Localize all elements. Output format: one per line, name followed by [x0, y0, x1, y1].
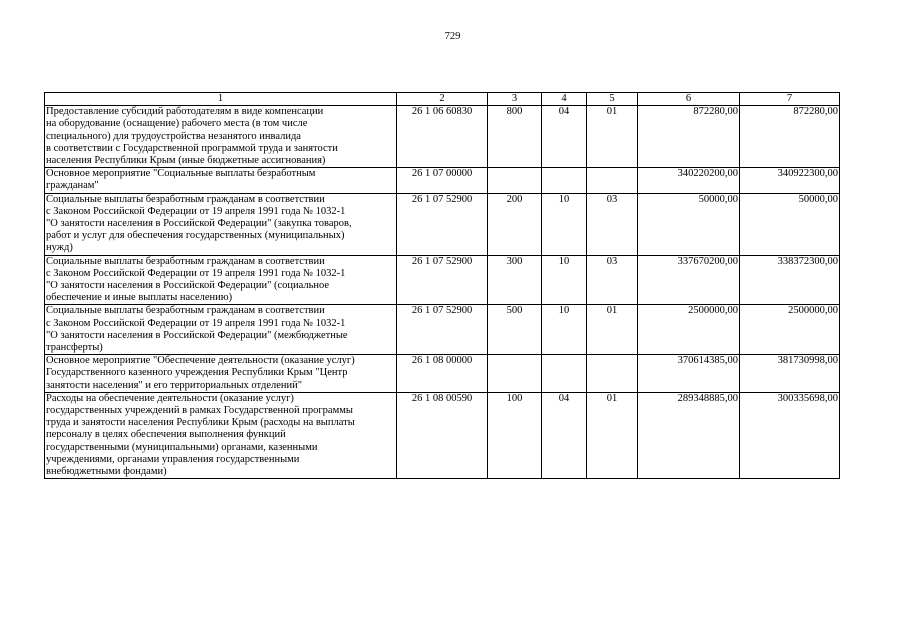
row-name-line: населения Республики Крым (иные бюджетные ассигнования): [46, 155, 326, 167]
row-name-line: Расходы на обеспечение деятельности (оказание услуг): [46, 392, 294, 404]
row-amount-year-1: 370614385,00: [638, 355, 740, 393]
row-code: 26 1 08 00590: [397, 392, 488, 478]
row-expense-type: 200: [488, 193, 542, 255]
row-name: [45, 168, 397, 193]
row-amount-year-2: 2500000,00: [740, 305, 840, 355]
row-amount-year-1: 872280,00: [638, 106, 740, 168]
row-amount-year-1: 50000,00: [638, 193, 740, 255]
row-name-line: обеспечение и иные выплаты населению): [46, 292, 233, 304]
row-code: 26 1 07 52900: [397, 255, 488, 305]
row-name-line: на оборудование (оснащение) рабочего места (в том числе: [46, 118, 308, 130]
header-col-3: 3: [488, 93, 542, 106]
row-amount-year-2: 381730998,00: [740, 355, 840, 393]
row-amount-year-1: 340220200,00: [638, 168, 740, 193]
row-name-line: в соответствии с Государственной программой труда и занятости: [46, 142, 338, 154]
row-code: 26 1 07 52900: [397, 193, 488, 255]
row-code: 26 1 07 00000: [397, 168, 488, 193]
row-amount-year-2: 300335698,00: [740, 392, 840, 478]
row-name-line: государственными (муниципальными) органами, казенными: [46, 441, 318, 453]
row-subsection: [587, 355, 638, 393]
row-name-line: государственных учреждений в рамках Государственной программы: [46, 405, 353, 417]
row-code: 26 1 08 00000: [397, 355, 488, 393]
row-amount-year-2: 338372300,00: [740, 255, 840, 305]
row-code: 26 1 06 60830: [397, 106, 488, 168]
table-row: [45, 255, 840, 305]
row-section: 10: [542, 305, 587, 355]
row-section: 04: [542, 392, 587, 478]
row-amount-year-2: 872280,00: [740, 106, 840, 168]
row-amount-year-2: 50000,00: [740, 193, 840, 255]
header-row: [45, 93, 840, 106]
row-subsection: 01: [587, 106, 638, 168]
row-name: [45, 255, 397, 305]
row-amount-year-2: 340922300,00: [740, 168, 840, 193]
row-subsection: 01: [587, 305, 638, 355]
row-name-line: Социальные выплаты безработным гражданам в соответствии: [46, 255, 325, 267]
row-expense-type: [488, 168, 542, 193]
header-col-1: 1: [45, 93, 397, 106]
row-name-line: Социальные выплаты безработным гражданам в соответствии: [46, 193, 325, 205]
row-expense-type: 100: [488, 392, 542, 478]
header-col-7: 7: [740, 93, 840, 106]
row-name-line: с Законом Российской Федерации от 19 апреля 1991 года № 1032-1: [46, 205, 346, 217]
table-row: [45, 305, 840, 355]
row-amount-year-1: 337670200,00: [638, 255, 740, 305]
row-name-line: труда и занятости населения Республики Крым (расходы на выплаты: [46, 417, 355, 429]
row-amount-year-1: 289348885,00: [638, 392, 740, 478]
header-col-4: 4: [542, 93, 587, 106]
budget-table: [44, 92, 840, 479]
row-section: 10: [542, 255, 587, 305]
row-name-line: занятости населения" и его территориальных отделений": [46, 379, 303, 391]
row-code: 26 1 07 52900: [397, 305, 488, 355]
row-expense-type: [488, 355, 542, 393]
row-name-line: "О занятости населения в Российской Федерации" (межбюджетные: [46, 329, 348, 341]
row-section: [542, 168, 587, 193]
row-name: [45, 106, 397, 168]
row-name-line: внебюджетными фондами): [46, 466, 167, 478]
row-name-line: гражданам": [46, 180, 99, 192]
row-name-line: "О занятости населения в Российской Федерации" (социальное: [46, 280, 330, 292]
row-name-line: Социальные выплаты безработным гражданам в соответствии: [46, 305, 325, 317]
table-row: [45, 168, 840, 193]
row-section: [542, 355, 587, 393]
row-amount-year-1: 2500000,00: [638, 305, 740, 355]
table-row: [45, 193, 840, 255]
row-expense-type: 500: [488, 305, 542, 355]
row-name-line: работ и услуг для обеспечения государственных (муниципальных): [46, 230, 345, 242]
row-name-line: Основное мероприятие "Социальные выплаты безработным: [46, 168, 316, 180]
row-name: [45, 193, 397, 255]
row-name: [45, 355, 397, 393]
header-col-5: 5: [587, 93, 638, 106]
row-name-line: трансферты): [46, 342, 103, 354]
row-name-line: специального) для трудоустройства незанятого инвалида: [46, 130, 301, 142]
row-name-line: с Законом Российской Федерации от 19 апреля 1991 года № 1032-1: [46, 267, 346, 279]
row-section: 10: [542, 193, 587, 255]
row-name-line: Государственного казенного учреждения Республики Крым "Центр: [46, 367, 348, 379]
row-subsection: 03: [587, 193, 638, 255]
row-name-line: нужд): [46, 242, 73, 254]
row-name-line: Основное мероприятие "Обеспечение деятельности (оказание услуг): [46, 355, 355, 367]
row-name-line: учреждениями, органами управления государственными: [46, 453, 300, 465]
table-row: [45, 392, 840, 478]
table-row: [45, 106, 840, 168]
table-row: [45, 355, 840, 393]
row-subsection: [587, 168, 638, 193]
header-col-2: 2: [397, 93, 488, 106]
row-name: [45, 392, 397, 478]
row-name-line: Предоставление субсидий работодателям в виде компенсации: [46, 106, 324, 118]
row-name: [45, 305, 397, 355]
row-expense-type: 800: [488, 106, 542, 168]
header-col-6: 6: [638, 93, 740, 106]
row-subsection: 01: [587, 392, 638, 478]
row-expense-type: 300: [488, 255, 542, 305]
row-subsection: 03: [587, 255, 638, 305]
row-name-line: с Законом Российской Федерации от 19 апреля 1991 года № 1032-1: [46, 317, 346, 329]
row-section: 04: [542, 106, 587, 168]
row-name-line: персоналу в целях обеспечения выполнения функций: [46, 429, 286, 441]
row-name-line: "О занятости населения в Российской Федерации" (закупка товаров,: [46, 218, 352, 230]
page-number: 729: [444, 31, 461, 42]
